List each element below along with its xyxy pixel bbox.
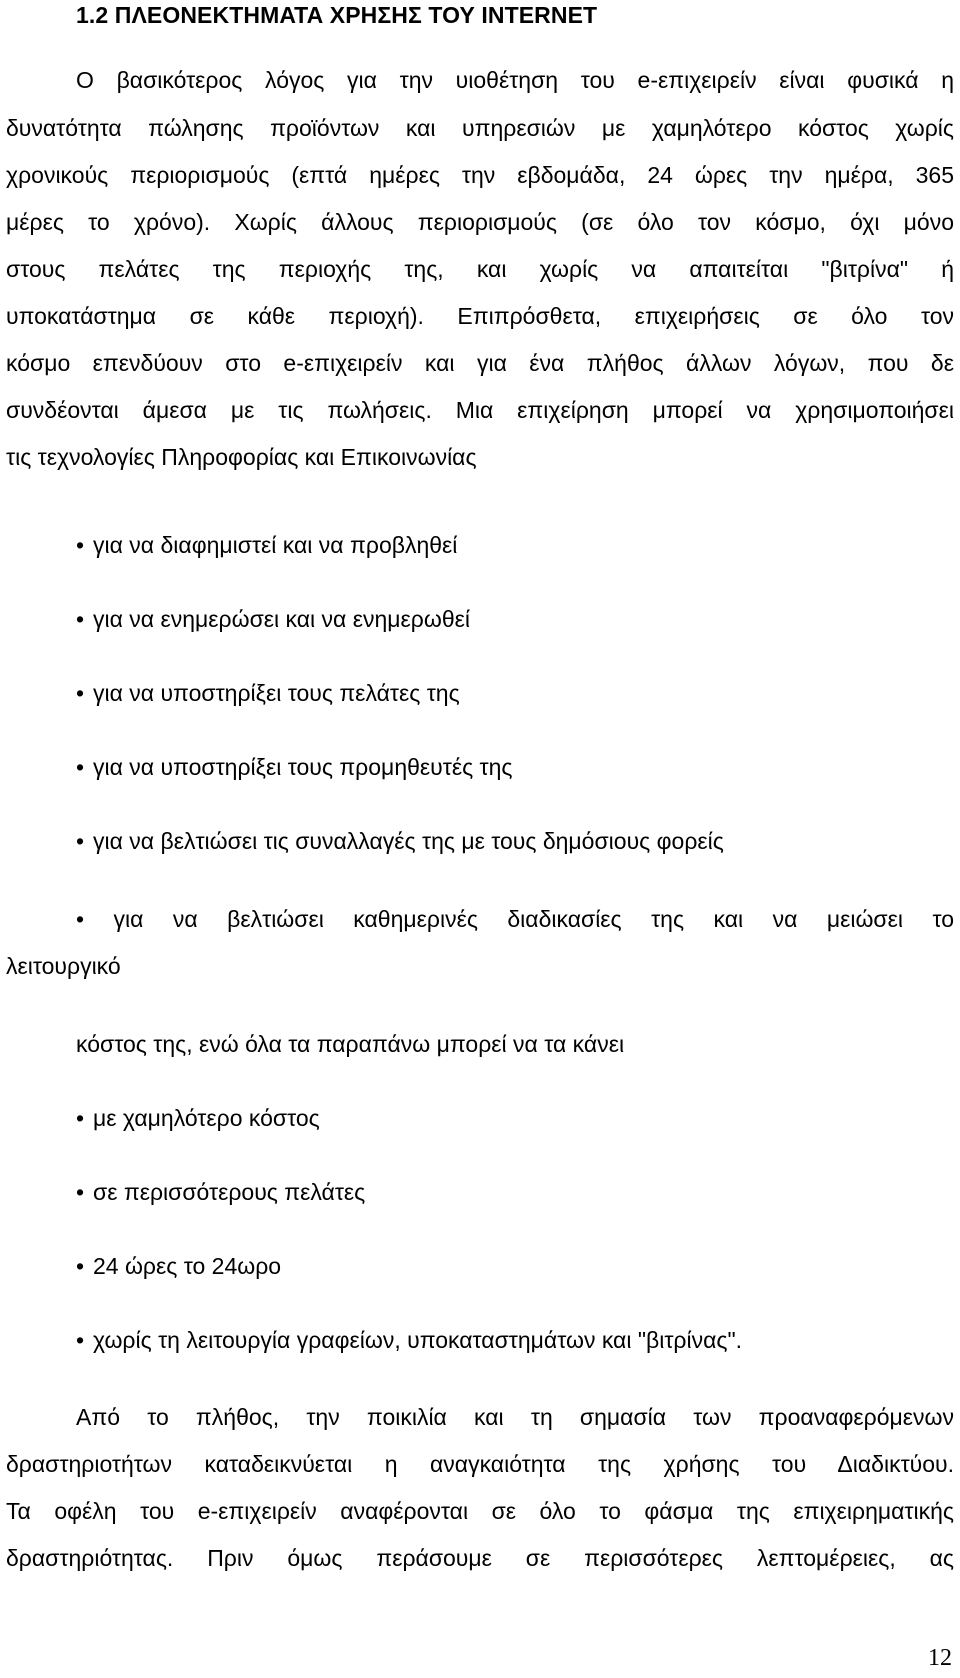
- bullet-icon: •: [76, 1253, 85, 1279]
- bullet-icon: •: [76, 680, 85, 706]
- continuation-text: κόστος της, ενώ όλα τα παραπάνω μπορεί να τα κάνει: [76, 1031, 625, 1057]
- paragraph-line: συνδέονται άμεσα με τις πωλήσεις. Μια επιχείρηση μπορεί να χρησιμοποιήσει: [6, 397, 954, 423]
- list-item: [76, 1325, 742, 1355]
- bullet-icon: •: [76, 828, 85, 854]
- page-number: 12: [928, 1645, 952, 1671]
- list-item-text: για να υποστηρίξει τους προμηθευτές της: [93, 754, 513, 780]
- paragraph-line: δραστηριοτήτων καταδεικνύεται η αναγκαιότητα της χρήσης του Διαδικτύου.: [6, 1451, 954, 1477]
- list-item: [76, 1103, 320, 1133]
- list-item-text: σε περισσότερους πελάτες: [93, 1179, 366, 1205]
- paragraph-line: δυνατότητα πώλησης προϊόντων και υπηρεσιών με χαμηλότερο κόστος χωρίς: [6, 115, 954, 141]
- list-item: [76, 1251, 281, 1281]
- paragraph-line: στους πελάτες της περιοχής της, και χωρίς να απαιτείται "βιτρίνα" ή: [6, 256, 954, 282]
- bullet-icon: •: [76, 754, 85, 780]
- bullet-icon: •: [76, 532, 85, 558]
- list-item: [76, 604, 470, 634]
- list-item-text: για να υποστηρίξει τους πελάτες της: [93, 680, 460, 706]
- list-item: [76, 752, 513, 782]
- bullet-icon: •: [76, 1327, 85, 1353]
- list-item: [76, 530, 457, 560]
- paragraph-line: Από το πλήθος, την ποικιλία και τη σημασία των προαναφερόμενων: [76, 1404, 954, 1430]
- paragraph-line: Τα οφέλη του e-επιχειρείν αναφέρονται σε όλο το φάσμα της επιχειρηματικής: [6, 1498, 954, 1524]
- bullet-icon: •: [76, 1179, 85, 1205]
- paragraph-line: Ο βασικότερος λόγος για την υιοθέτηση του e-επιχειρείν είναι φυσικά η: [76, 67, 954, 93]
- list-item-text: για να ενημερώσει και να ενημερωθεί: [93, 606, 470, 632]
- bullet-icon: •: [76, 606, 85, 632]
- paragraph-line: υποκατάστημα σε κάθε περιοχή). Επιπρόσθετα, επιχειρήσεις σε όλο τον: [6, 303, 954, 329]
- section-heading: 1.2 ΠΛΕΟΝΕΚΤΗΜΑΤΑ ΧΡΗΣΗΣ ΤΟΥ INTERNET: [76, 2, 598, 28]
- list-item-text: για να διαφημιστεί και να προβληθεί: [93, 532, 458, 558]
- paragraph-line: κόσμο επενδύουν στο e-επιχειρείν και για ένα πλήθος άλλων λόγων, που δε: [6, 350, 954, 376]
- list-item-text: χωρίς τη λειτουργία γραφείων, υποκαταστημάτων και "βιτρίνας".: [93, 1327, 743, 1353]
- list-item: [76, 826, 724, 856]
- list-item: [76, 678, 460, 708]
- list-item-text: 24 ώρες το 24ωρο: [93, 1253, 282, 1279]
- paragraph-line: δραστηριότητας. Πριν όμως περάσουμε σε περισσότερες λεπτομέρειες, ας: [6, 1545, 954, 1571]
- paragraph-line: τις τεχνολογίες Πληροφορίας και Επικοινωνίας: [6, 444, 477, 470]
- paragraph-line: μέρες το χρόνο). Χωρίς άλλους περιορισμούς (σε όλο τον κόσμο, όχι μόνο: [6, 209, 954, 235]
- list-item-text: για να βελτιώσει τις συναλλαγές της με τους δημόσιους φορείς: [93, 828, 724, 854]
- list-item: [76, 1177, 365, 1207]
- list-item-wrap: λειτουργικό: [6, 953, 121, 979]
- list-item-text: με χαμηλότερο κόστος: [93, 1105, 320, 1131]
- list-item-long: • για να βελτιώσει καθημερινές διαδικασίες της και να μειώσει το: [76, 906, 954, 932]
- paragraph-line: χρονικούς περιορισμούς (επτά ημέρες την εβδομάδα, 24 ώρες την ημέρα, 365: [6, 162, 954, 188]
- bullet-icon: •: [76, 1105, 85, 1131]
